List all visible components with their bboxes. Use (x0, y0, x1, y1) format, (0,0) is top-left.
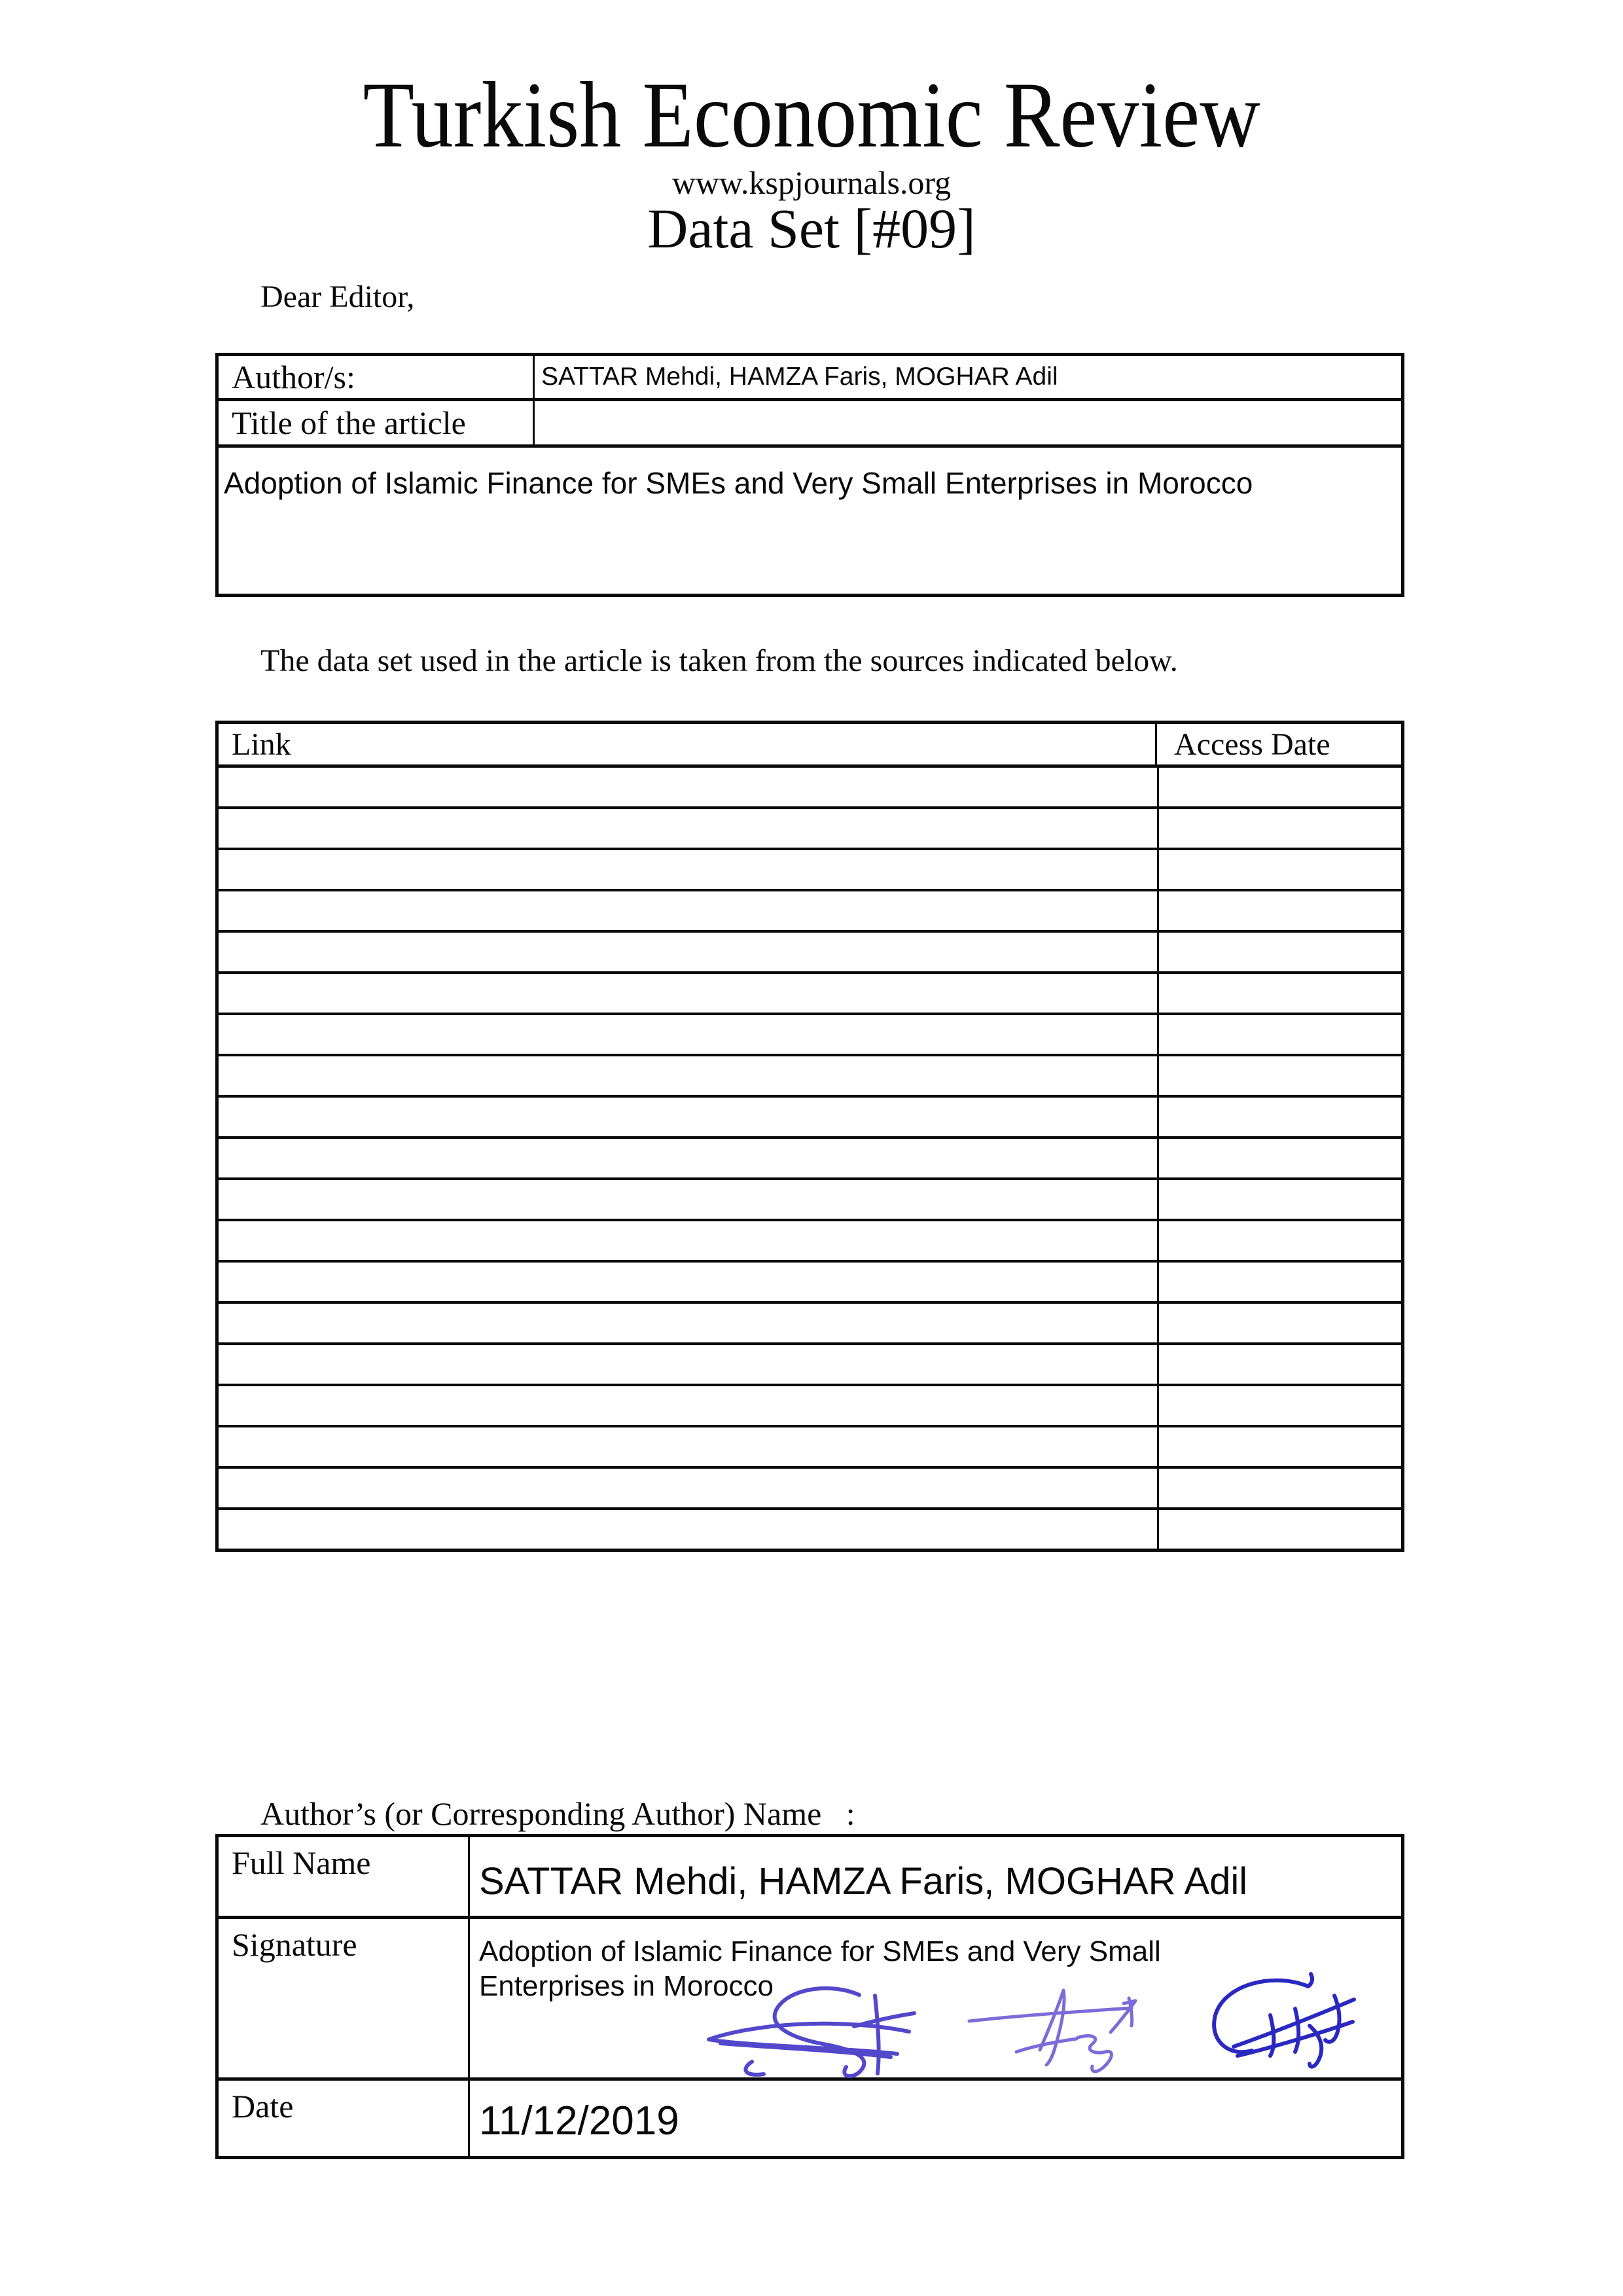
source-link-row (219, 1510, 1401, 1549)
journal-website: www.kspjournals.org (671, 164, 952, 201)
signature-cell-text: Adoption of Islamic Finance for SMEs and Very Small Enterprises in Morocco (479, 1935, 1161, 2002)
link-cell-empty (219, 1180, 1159, 1219)
article-info-table (215, 353, 1404, 597)
access-date-cell-empty (1159, 891, 1401, 930)
link-cell-empty (219, 1510, 1159, 1549)
date-label: Date (219, 2081, 470, 2156)
link-cell-empty (219, 1469, 1159, 1507)
date-value: 11/12/2019 (479, 2098, 679, 2144)
authors-value: SATTAR Mehdi, HAMZA Faris, MOGHAR Adil (541, 363, 1058, 391)
link-cell-empty (219, 1263, 1159, 1301)
link-cell-empty (219, 974, 1159, 1013)
sources-header-row (219, 724, 1401, 768)
author-name-line: Author’s (or Corresponding Author) Name : (260, 1795, 855, 1832)
form-title: Data Set [#09] (647, 197, 976, 260)
access-date-cell-empty (1159, 1015, 1401, 1054)
sources-table-body (219, 768, 1401, 1549)
link-cell-empty (219, 850, 1159, 889)
access-date-cell-empty (1159, 809, 1401, 848)
source-link-row (219, 1015, 1401, 1056)
link-cell-empty (219, 809, 1159, 848)
article-title-row (219, 401, 1401, 448)
access-date-cell-empty (1159, 1345, 1401, 1384)
source-link-row (219, 1180, 1401, 1221)
link-cell-empty (219, 1427, 1159, 1466)
link-cell-empty (219, 1386, 1159, 1425)
link-cell-empty (219, 1345, 1159, 1384)
article-title-value (535, 401, 1401, 444)
link-cell-empty (219, 1015, 1159, 1054)
full-name-label: Full Name (219, 1837, 470, 1916)
sources-table (215, 721, 1404, 1552)
access-date-cell-empty (1159, 1263, 1401, 1301)
article-title-text: Adoption of Islamic Finance for SMEs and Very Small Enterprises in Morocco (224, 466, 1253, 500)
source-link-row (219, 850, 1401, 891)
link-cell-empty (219, 1056, 1159, 1095)
signature-row (219, 1919, 1401, 2081)
access-date-cell-empty (1159, 1510, 1401, 1549)
access-date-cell-empty (1159, 933, 1401, 971)
source-link-row (219, 1345, 1401, 1386)
link-column-header: Link (219, 724, 1157, 764)
access-date-cell-empty (1159, 768, 1401, 806)
full-name-row (219, 1837, 1401, 1919)
access-date-cell-empty (1159, 1304, 1401, 1342)
signature-table (215, 1834, 1404, 2159)
authors-row (219, 356, 1401, 401)
journal-title-text: Turkish Economic Review (363, 62, 1260, 167)
access-date-cell-empty (1159, 850, 1401, 889)
link-cell-empty (219, 933, 1159, 971)
signature-cell (470, 1919, 1401, 2077)
source-link-row (219, 809, 1401, 850)
source-link-row (219, 891, 1401, 933)
source-link-row (219, 1056, 1401, 1098)
source-link-row (219, 1098, 1401, 1139)
link-cell-empty (219, 891, 1159, 930)
link-cell-empty (219, 1139, 1159, 1177)
salutation: Dear Editor, (260, 279, 415, 314)
link-cell-empty (219, 768, 1159, 806)
source-link-row (219, 1386, 1401, 1427)
full-name-value: SATTAR Mehdi, HAMZA Faris, MOGHAR Adil (479, 1860, 1248, 1903)
source-link-row (219, 1263, 1401, 1304)
access-date-cell-empty (1159, 974, 1401, 1013)
article-title-label: Title of the article (219, 401, 535, 444)
journal-title (0, 62, 1623, 167)
date-row (219, 2081, 1401, 2156)
authors-label: Author/s: (219, 356, 535, 398)
access-date-cell-empty (1159, 1098, 1401, 1136)
source-link-row (219, 933, 1401, 974)
source-link-row (219, 1221, 1401, 1263)
access-date-cell-empty (1159, 1427, 1401, 1466)
access-date-cell-empty (1159, 1221, 1401, 1260)
intro-sentence: The data set used in the article is taken from the sources indicated below. (260, 643, 1178, 678)
source-link-row (219, 974, 1401, 1015)
link-cell-empty (219, 1304, 1159, 1342)
source-link-row (219, 1139, 1401, 1180)
access-date-column-header: Access Date (1174, 726, 1330, 762)
access-date-cell-empty (1159, 1386, 1401, 1425)
signature-label: Signature (219, 1919, 470, 2077)
source-link-row (219, 768, 1401, 809)
source-link-row (219, 1469, 1401, 1510)
access-date-cell-empty (1159, 1469, 1401, 1507)
access-date-cell-empty (1159, 1139, 1401, 1177)
access-date-cell-empty (1159, 1180, 1401, 1219)
source-link-row (219, 1427, 1401, 1469)
link-cell-empty (219, 1221, 1159, 1260)
source-link-row (219, 1304, 1401, 1345)
link-cell-empty (219, 1098, 1159, 1136)
access-date-cell-empty (1159, 1056, 1401, 1095)
